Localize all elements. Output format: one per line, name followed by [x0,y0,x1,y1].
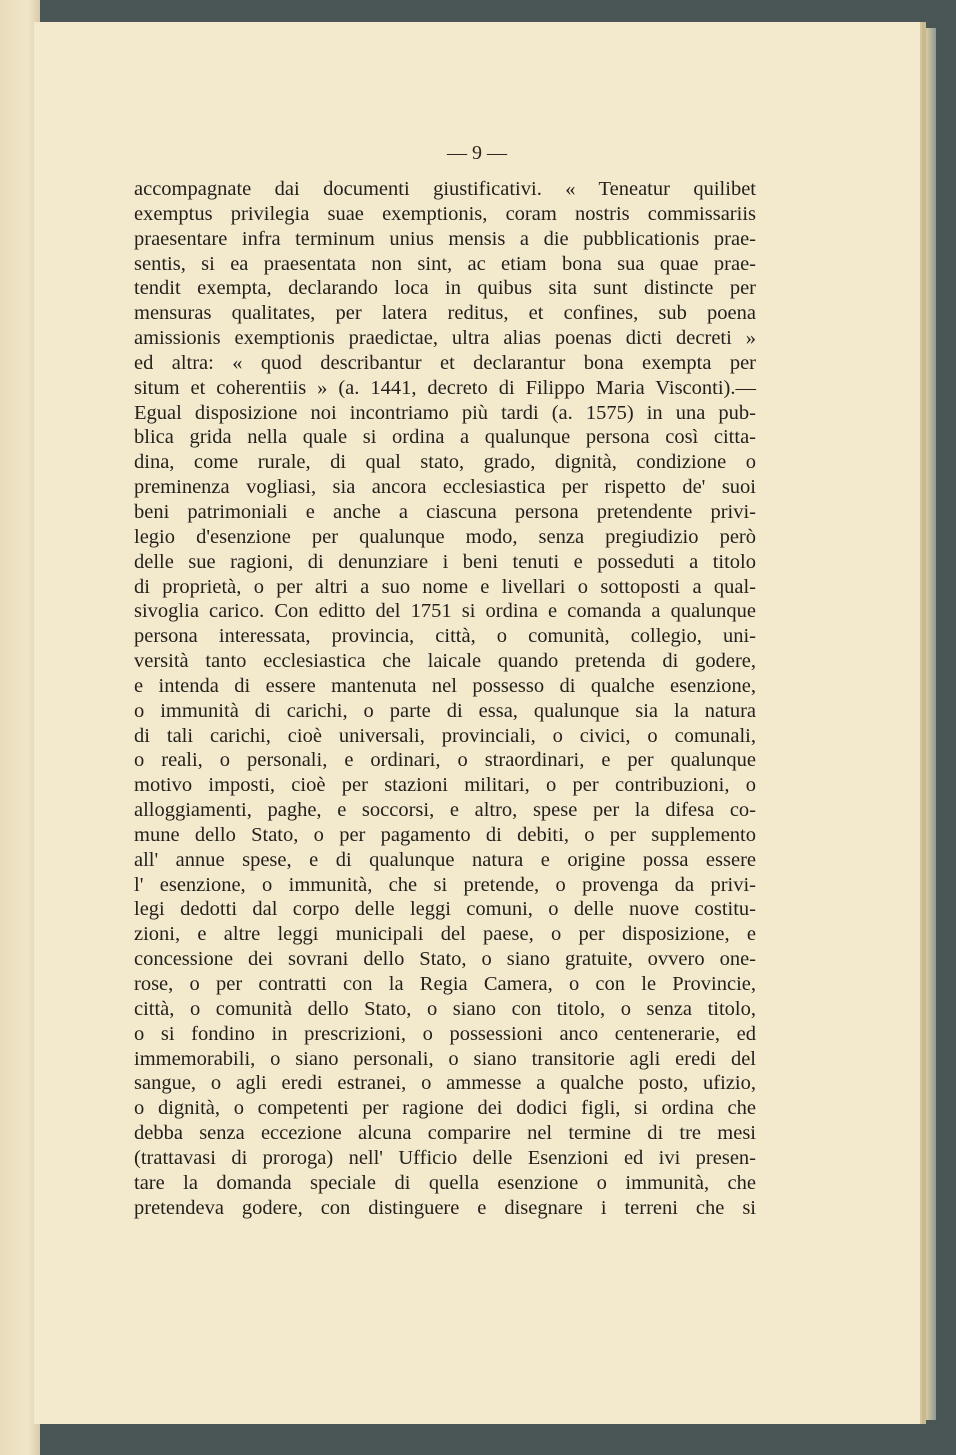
text-line: ed altra: « quod describantur et declarantur bona exempta per [134,351,756,374]
text-line: concessione dei sovrani dello Stato, o siano gratuite, ovvero one- [134,948,756,971]
text-line: blica grida nella quale si ordina a qualunque persona così citta- [134,426,756,449]
text-line: pretendeva godere, con distinguere e disegnare i terreni che si [134,1196,756,1219]
text-line: accompagnate dai documenti giustificativi. « Teneatur quilibet [134,178,756,200]
text-line: legi dedotti dal corpo delle leggi comuni, o delle nuove costitu- [134,898,756,921]
text-line: immemorabili, o siano personali, o siano transitorie agli eredi del [134,1047,756,1070]
text-line: all' annue spese, e di qualunque natura e origine possa essere [134,848,756,871]
text-line: situm et coherentiis » (a. 1441, decreto di Filippo Maria Visconti).— [134,376,756,399]
text-line: beni patrimoniali e anche a ciascuna persona pretendente privi- [134,500,756,523]
text-line: città, o comunità dello Stato, o siano con titolo, o senza titolo, [134,997,756,1020]
text-line: o dignità, o competenti per ragione dei dodici figli, si ordina che [134,1097,756,1120]
text-line: alloggiamenti, paghe, e soccorsi, e altro, spese per la difesa co- [134,799,756,822]
text-line: legio d'esenzione per qualunque modo, senza pregiudizio però [134,525,756,548]
text-line: di tali carichi, cioè universali, provinciali, o civici, o comunali, [134,724,756,747]
text-line: exemptus privilegia suae exemptionis, coram nostris commissariis [134,202,756,225]
text-line: persona interessata, provincia, città, o comunità, collegio, uni- [134,625,756,648]
book-page [34,22,920,1424]
text-line: o reali, o personali, e ordinari, o straordinari, e per qualunque [134,749,756,772]
text-line: preminenza vogliasi, sia ancora ecclesiastica per rispetto de' suoi [134,476,756,499]
text-line: (trattavasi di proroga) nell' Ufficio delle Esenzioni ed ivi presen- [134,1146,756,1169]
text-line: mune dello Stato, o per pagamento di debiti, o per supplemento [134,823,756,846]
text-line: l' esenzione, o immunità, che si pretende, o provenga da privi- [134,873,756,896]
text-line: e intenda di essere mantenuta nel possesso di qualche esenzione, [134,674,756,697]
body-text [134,177,756,1220]
text-line: o immunità di carichi, o parte di essa, qualunque sia la natura [134,699,756,722]
page-number: — 9 — [447,142,507,164]
text-line: debba senza eccezione alcuna comparire nel termine di tre mesi [134,1122,756,1145]
text-line: amissionis exemptionis praedictae, ultra alias poenas dicti decreti » [134,327,756,350]
text-line: sangue, o agli eredi estranei, o ammesse a qualche posto, ufizio, [134,1072,756,1095]
text-line: rose, o per contratti con la Regia Camera, o con le Provincie, [134,973,756,995]
text-line: dina, come rurale, di qual stato, grado, dignità, condizione o [134,451,756,474]
text-line: di proprietà, o per altri a suo nome e livellari o sottoposti a qual- [134,575,756,598]
text-line: delle sue ragioni, di denunziare i beni tenuti e posseduti a titolo [134,550,756,573]
text-line: motivo imposti, cioè per stazioni militari, o per contribuzioni, o [134,774,756,797]
text-line: Egual disposizione noi incontriamo più tardi (a. 1575) in una pub- [134,401,756,424]
text-line: o si fondino in prescrizioni, o possessioni anco centenerarie, ed [134,1022,756,1045]
text-line: zioni, e altre leggi municipali del paese, o per disposizione, e [134,923,756,946]
text-line: tare la domanda speciale di quella esenzione o immunità, che [134,1171,756,1194]
text-line: sivoglia carico. Con editto del 1751 si ordina e comanda a qualunque [134,600,756,623]
text-line: tendit exempta, declarando loca in quibus sita sunt distincte per [134,277,756,300]
text-line: mensuras qualitates, per latera reditus, et confines, sub poena [134,302,756,325]
text-line: praesentare infra terminum unius mensis a die pubblicationis prae- [134,227,756,250]
text-line: sentis, si ea praesentata non sint, ac etiam bona sua quae prae- [134,252,756,275]
text-line: versità tanto ecclesiastica che laicale quando pretenda di godere, [134,650,756,673]
